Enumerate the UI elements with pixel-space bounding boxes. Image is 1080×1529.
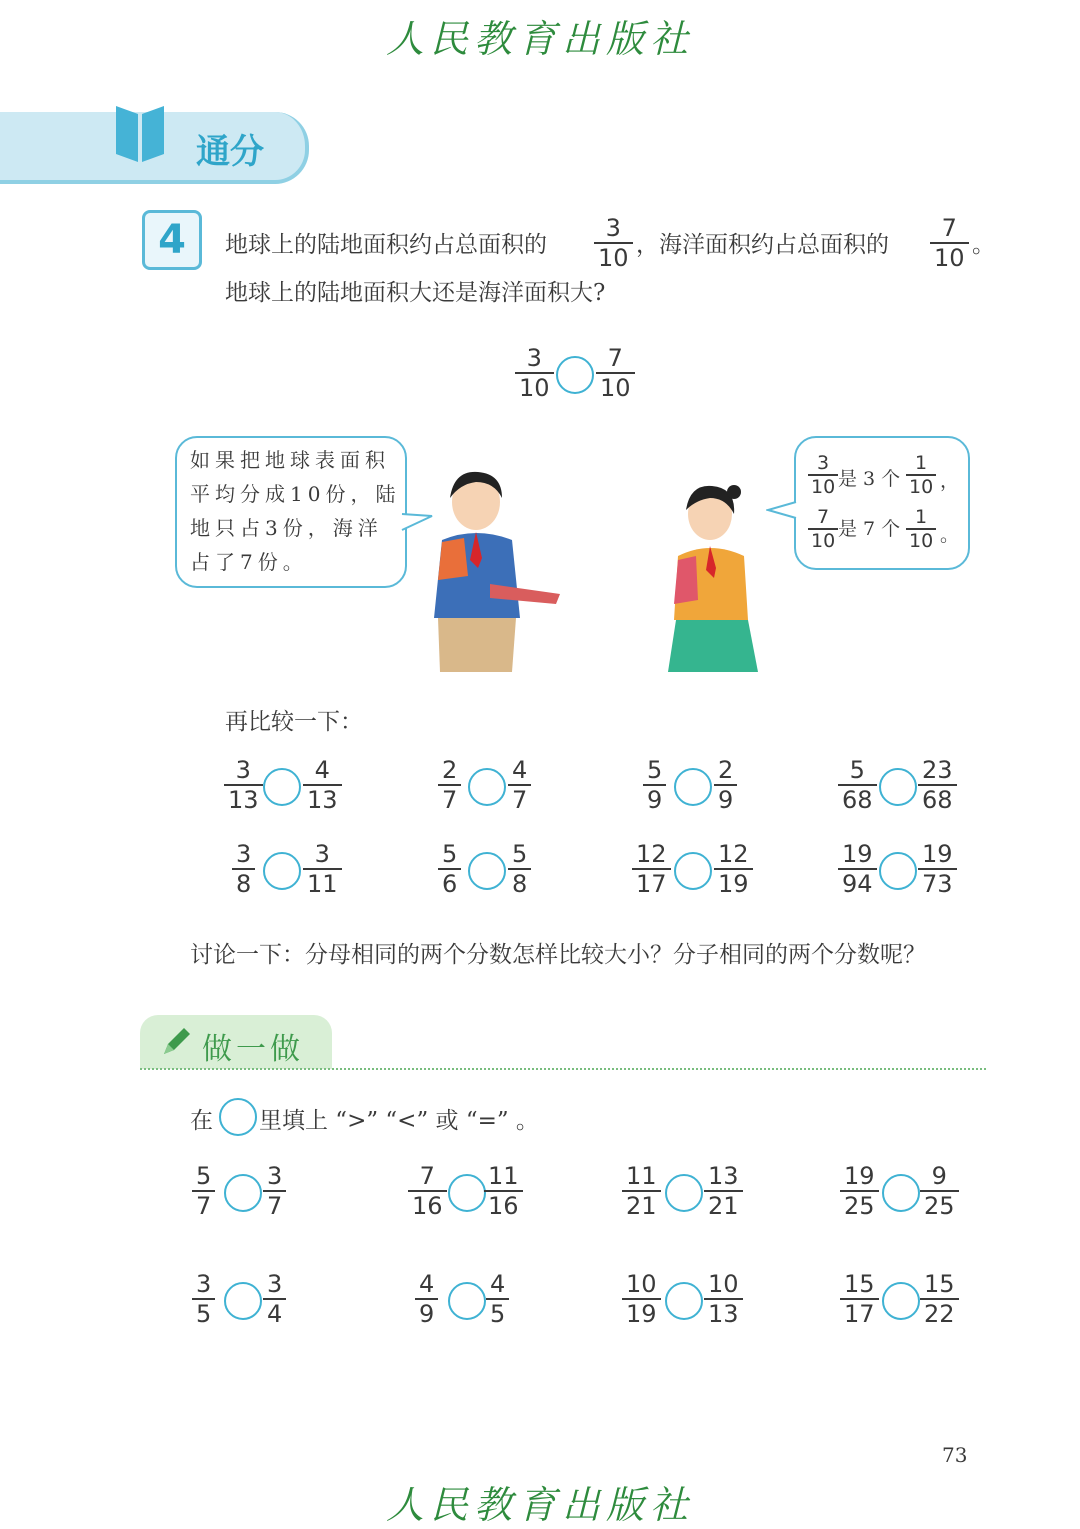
fraction-land: $\frac{3}{10}$ [594, 214, 633, 272]
practice-2-right: $\frac{11}{16}$ [484, 1162, 523, 1220]
section-title: 通分 [196, 132, 264, 172]
bubble-left-line-4: 占了7份。 [190, 550, 308, 574]
practice-4-left: $\frac{19}{25}$ [840, 1162, 879, 1220]
bubble-left-line-1: 如果把地球表面积 [190, 448, 390, 472]
practice-8-right: $\frac{15}{22}$ [920, 1270, 959, 1328]
compare-3-right: $\frac{2}{9}$ [714, 756, 737, 814]
fraction-ocean: $\frac{7}{10}$ [930, 214, 969, 272]
example-number: 4 [142, 210, 202, 270]
practice-1-left: $\frac{5}{7}$ [192, 1162, 215, 1220]
compare-4-right: $\frac{23}{68}$ [918, 756, 957, 814]
compare-3-left: $\frac{5}{9}$ [643, 756, 666, 814]
compare-2-left: $\frac{2}{7}$ [438, 756, 461, 814]
practice-6-left: $\frac{4}{9}$ [415, 1270, 438, 1328]
bubble-right-frac-1a: $\frac{3}{10}$ [808, 452, 838, 498]
practice-7-left: $\frac{10}{19}$ [622, 1270, 661, 1328]
compare-5-left: $\frac{3}{8}$ [232, 840, 255, 898]
practice-6-circle[interactable] [448, 1282, 486, 1320]
bubble-right-text-2: 是 7 个 [838, 518, 901, 540]
example-text-1a: 地球上的陆地面积约占总面积的 [225, 232, 547, 258]
bubble-right-frac-2b: $\frac{1}{10}$ [906, 506, 936, 552]
bubble-right-frac-1b: $\frac{1}{10}$ [906, 452, 936, 498]
book-icon [112, 102, 168, 166]
practice-7-circle[interactable] [665, 1282, 703, 1320]
bubble-tail-right [766, 498, 798, 522]
compare-2-circle[interactable] [468, 768, 506, 806]
compare-7-circle[interactable] [674, 852, 712, 890]
compare-8-right: $\frac{19}{73}$ [918, 840, 957, 898]
practice-4-circle[interactable] [882, 1174, 920, 1212]
compare-1-right: $\frac{4}{13}$ [303, 756, 342, 814]
compare-1-left: $\frac{3}{13}$ [224, 756, 263, 814]
instruction-b: 里填上 “>” “<” 或 “=” 。 [259, 1108, 539, 1134]
instruction-circle [219, 1098, 257, 1136]
practice-3-circle[interactable] [665, 1174, 703, 1212]
compare-7-right: $\frac{12}{19}$ [714, 840, 753, 898]
practice-title: 做一做 [202, 1032, 304, 1067]
compare-prompt: 再比较一下： [225, 709, 363, 735]
practice-8-left: $\frac{15}{17}$ [840, 1270, 879, 1328]
example-text-2: 地球上的陆地面积大还是海洋面积大? [225, 280, 606, 306]
practice-6-right: $\frac{4}{5}$ [486, 1270, 509, 1328]
practice-5-circle[interactable] [224, 1282, 262, 1320]
fraction-right: $\frac{7}{10}$ [596, 344, 635, 402]
boy-illustration [420, 468, 570, 674]
compare-5-right: $\frac{3}{11}$ [303, 840, 342, 898]
compare-7-left: $\frac{12}{17}$ [632, 840, 671, 898]
practice-divider [140, 1068, 986, 1070]
practice-3-left: $\frac{11}{21}$ [622, 1162, 661, 1220]
practice-7-right: $\frac{10}{13}$ [704, 1270, 743, 1328]
example-text-1c: 。 [972, 232, 995, 258]
compare-6-left: $\frac{5}{6}$ [438, 840, 461, 898]
instruction-a: 在 [190, 1108, 213, 1134]
bubble-right-frac-2a: $\frac{7}{10}$ [808, 506, 838, 552]
girl-illustration [664, 480, 764, 676]
bubble-left-line-3: 地只占3份，海洋 [190, 516, 383, 540]
compare-6-circle[interactable] [468, 852, 506, 890]
compare-2-right: $\frac{4}{7}$ [508, 756, 531, 814]
page-number: 73 [942, 1443, 968, 1467]
publisher-footer: 人民教育出版社 [385, 1483, 694, 1527]
publisher-header: 人民教育出版社 [385, 17, 694, 61]
compare-3-circle[interactable] [674, 768, 712, 806]
fraction-left: $\frac{3}{10}$ [515, 344, 554, 402]
compare-4-circle[interactable] [879, 768, 917, 806]
practice-1-circle[interactable] [224, 1174, 262, 1212]
bubble-right-end-2: 。 [940, 524, 960, 546]
practice-2-left: $\frac{7}{16}$ [408, 1162, 447, 1220]
compare-5-circle[interactable] [263, 852, 301, 890]
compare-8-left: $\frac{19}{94}$ [838, 840, 877, 898]
practice-5-right: $\frac{3}{4}$ [263, 1270, 286, 1328]
bubble-right-end-1: ， [940, 470, 960, 492]
practice-3-right: $\frac{13}{21}$ [704, 1162, 743, 1220]
example-text-1b: ，海洋面积约占总面积的 [636, 232, 889, 258]
practice-8-circle[interactable] [882, 1282, 920, 1320]
pencil-icon [158, 1026, 192, 1060]
compare-1-circle[interactable] [263, 768, 301, 806]
compare-circle-main[interactable] [556, 356, 594, 394]
practice-4-right: $\frac{9}{25}$ [920, 1162, 959, 1220]
discussion-text: 讨论一下：分母相同的两个分数怎样比较大小？分子相同的两个分数呢？ [190, 942, 926, 968]
practice-2-circle[interactable] [448, 1174, 486, 1212]
practice-1-right: $\frac{3}{7}$ [263, 1162, 286, 1220]
bubble-left-line-2: 平均分成10份，陆 [190, 482, 401, 506]
compare-8-circle[interactable] [879, 852, 917, 890]
compare-4-left: $\frac{5}{68}$ [838, 756, 877, 814]
compare-6-right: $\frac{5}{8}$ [508, 840, 531, 898]
bubble-right-text-1: 是 3 个 [838, 468, 901, 490]
practice-5-left: $\frac{3}{5}$ [192, 1270, 215, 1328]
